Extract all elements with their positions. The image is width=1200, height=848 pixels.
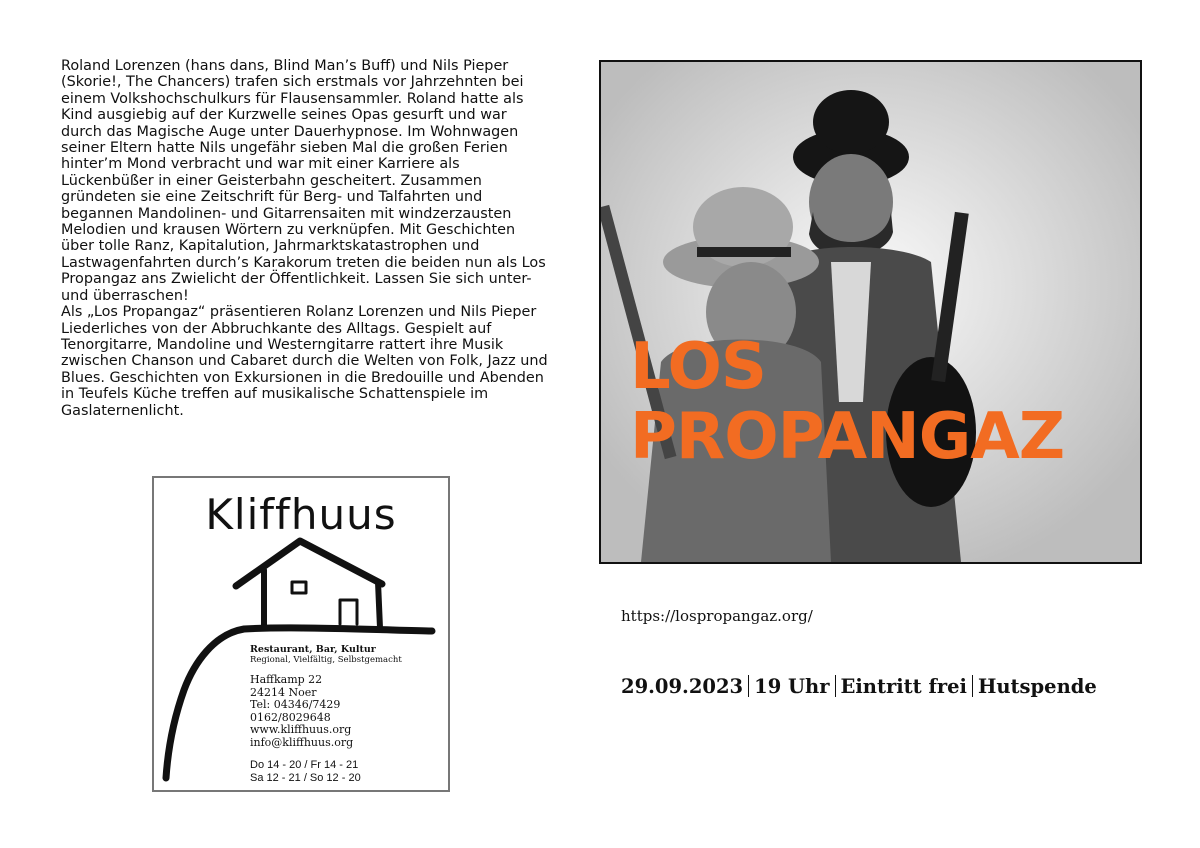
venue-city: 24214 Noer bbox=[250, 685, 317, 699]
venue-phone: Tel: 04346/7429 bbox=[250, 698, 341, 711]
band-website-link[interactable]: https://lospropangaz.org/ bbox=[621, 607, 813, 625]
venue-street: Haffkamp 22 bbox=[250, 673, 323, 686]
bio-text bbox=[61, 58, 551, 419]
band-name-line-2: PROPANGAZ bbox=[630, 400, 1065, 474]
venue-hours-line-2: Sa 12 - 21 / So 12 - 20 bbox=[250, 772, 361, 784]
separator bbox=[748, 675, 749, 697]
event-date: 29.09.2023 bbox=[621, 675, 744, 698]
event-donation: Hutspende bbox=[977, 675, 1097, 698]
band-name-line-1: LOS bbox=[630, 330, 766, 404]
band-photo bbox=[599, 60, 1142, 564]
separator bbox=[835, 675, 836, 697]
band-silhouette-icon bbox=[601, 62, 1140, 562]
event-info bbox=[621, 675, 1097, 698]
venue-mobile: 0162/8029648 bbox=[250, 710, 331, 724]
bio-paragraph-2: Als „Los Propangaz“ präsentieren Rolanz Lorenzen und Nils Pieper Liederliches von der Abbruchkante des Alltags. Gespielt auf Tenorgitarre, Mandoline und Westerngitarre rattert ihre Musik zwischen Chanson und Cabaret durch die Welten von Folk, Jazz und Blues. Geschichten von Exkursionen in die Bredouille und Abenden in Teufels Küche treffen auf musikalische Schattenspiele im Gaslaternenlicht. bbox=[61, 304, 548, 419]
event-entry: Eintritt frei bbox=[840, 675, 967, 698]
venue-email[interactable]: info@kliffhuus.org bbox=[250, 735, 354, 749]
event-time: 19 Uhr bbox=[754, 675, 830, 698]
venue-address bbox=[250, 674, 353, 749]
venue-subtitle: Regional, Vielfältig, Selbstgemacht bbox=[250, 655, 402, 665]
venue-tagline: Restaurant, Bar, Kultur bbox=[250, 644, 376, 655]
venue-ad bbox=[152, 476, 450, 792]
separator bbox=[972, 675, 973, 697]
bio-paragraph-1: Roland Lorenzen (hans dans, Blind Man’s Buff) und Nils Pieper (Skorie!, The Chancers) trafen sich erstmals vor Jahrzehnten bei einem Volkshochschulkurs für Flausensammler. Roland hatte als Kind ausgiebig auf der Kurzwelle seines Opas gesurft und war durch das Magische Auge unter Dauerhypnose. Im Wohnwagen seiner Eltern hatte Nils ungefähr sieben Mal die großen Ferien hinter’m Mond verbracht und war mit einer Karriere als Lückenbüßer in einer Geisterbahn gescheitert. Zusammen gründeten sie eine Zeitschrift für Berg- und Talfahrten und begannen Mandolinen- und Gitarrensaiten mit windzerzausten Melodien und krausen Wörtern zu verknüpfen. Mit Geschichten über tolle Ranz, Kapitalution, Jahrmarktskatastrophen und Lastwagenfahrten durch’s Karakorum treten die beiden nun als Los Propangaz ans Zwielicht der Öffentlichkeit. Lassen Sie sich unter- und überraschen! bbox=[61, 58, 546, 304]
venue-name: Kliffhuus bbox=[205, 490, 397, 539]
venue-website[interactable]: www.kliffhuus.org bbox=[250, 723, 352, 736]
venue-hours-line-1: Do 14 - 20 / Fr 14 - 21 bbox=[250, 759, 359, 771]
band-name bbox=[630, 332, 1064, 472]
venue-hours bbox=[250, 759, 361, 785]
